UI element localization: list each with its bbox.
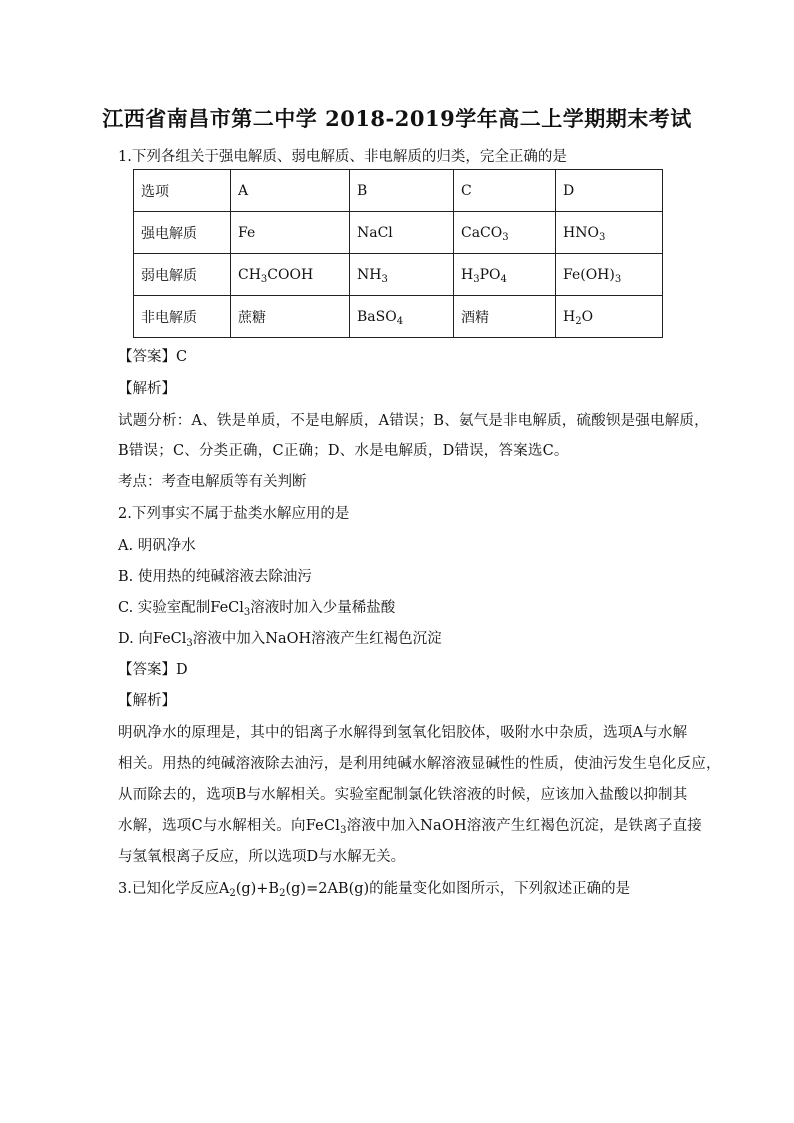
question-2-analysis-line: 相关。用热的纯碱溶液除去油污，是利用纯碱水解溶液显碱性的性质，使油污发生皂化反应， <box>118 756 721 772</box>
question-2-analysis-label: 【解析】 <box>118 693 176 709</box>
table-cell: BaSO$_4$ <box>350 296 454 338</box>
question-2-option-c: C. 实验室配制FeCl$_3$溶液时加入少量稀盐酸 <box>118 600 396 618</box>
table-cell: 酒精 <box>454 296 556 338</box>
table-cell: $H_3PO_4$ <box>454 254 556 296</box>
question-2-analysis-line: 明矾净水的原理是，其中的铝离子水解得到氢氧化铝胶体，吸附水中杂质，选项A与水解 <box>118 725 688 741</box>
table-cell: 弱电解质 <box>134 254 231 296</box>
question-2-analysis-line: 水解，选项C与水解相关。向FeCl$_3$溶液中加入NaOH溶液产生红褐色沉淀，是铁离子直接 <box>118 818 703 836</box>
electrolyte-table <box>133 169 663 338</box>
table-cell: $Fe(OH)_3$ <box>556 254 663 296</box>
table-cell: A <box>231 170 350 212</box>
question-1-analysis-line: B错误；C、分类正确，C正确；D、水是电解质，D错误，答案选C。 <box>118 443 569 459</box>
question-1-analysis-line: 试题分析：A、铁是单质，不是电解质，A错误；B、氨气是非电解质，硫酸钡是强电解质， <box>118 413 709 429</box>
table-cell: B <box>350 170 454 212</box>
question-1-answer: 【答案】C <box>118 349 188 365</box>
table-cell: NaCl <box>350 212 454 254</box>
table-row <box>134 296 663 338</box>
table-cell: $HNO_3$ <box>556 212 663 254</box>
question-2-option-b: B. 使用热的纯碱溶液去除油污 <box>118 569 312 585</box>
question-1-kaodian: 考点：考查电解质等有关判断 <box>118 474 307 490</box>
document-title: 江西省南昌市第二中学 2018-2019学年高二上学期期末考试 <box>102 106 692 131</box>
question-1-analysis-label: 【解析】 <box>118 381 176 397</box>
table-cell: 强电解质 <box>134 212 231 254</box>
question-3-stem: 3.已知化学反应$A_2(g)+B_2(g)=2AB(g)$的能量变化如图所示，下列叙述正确的是 <box>118 881 631 899</box>
table-row <box>134 212 663 254</box>
table-cell: CaCO$_3$ <box>454 212 556 254</box>
table-header-row <box>134 170 663 212</box>
table-cell: 蔗糖 <box>231 296 350 338</box>
question-1-stem: 1.下列各组关于强电解质、弱电解质、非电解质的归类，完全正确的是 <box>118 149 567 165</box>
table-cell: Fe <box>231 212 350 254</box>
question-2-answer: 【答案】D <box>118 662 188 678</box>
table-cell: D <box>556 170 663 212</box>
table-cell: 非电解质 <box>134 296 231 338</box>
question-2-stem: 2.下列事实不属于盐类水解应用的是 <box>118 506 350 522</box>
table-cell: C <box>454 170 556 212</box>
question-2-analysis-line: 与氢氧根离子反应，所以选项D与水解无关。 <box>118 849 406 865</box>
table-cell: $NH_3$ <box>350 254 454 296</box>
question-2-option-a: A. 明矾净水 <box>118 538 196 554</box>
table-row <box>134 254 663 296</box>
table-cell: $H_2O$ <box>556 296 663 338</box>
table-cell: 选项 <box>134 170 231 212</box>
question-2-analysis-line: 从而除去的，选项B与水解相关。实验室配制氯化铁溶液的时候，应该加入盐酸以抑制其 <box>118 787 688 803</box>
question-2-option-d: D. 向FeCl$_3$溶液中加入NaOH溶液产生红褐色沉淀 <box>118 631 442 649</box>
table-cell: $CH_3COOH$ <box>231 254 350 296</box>
